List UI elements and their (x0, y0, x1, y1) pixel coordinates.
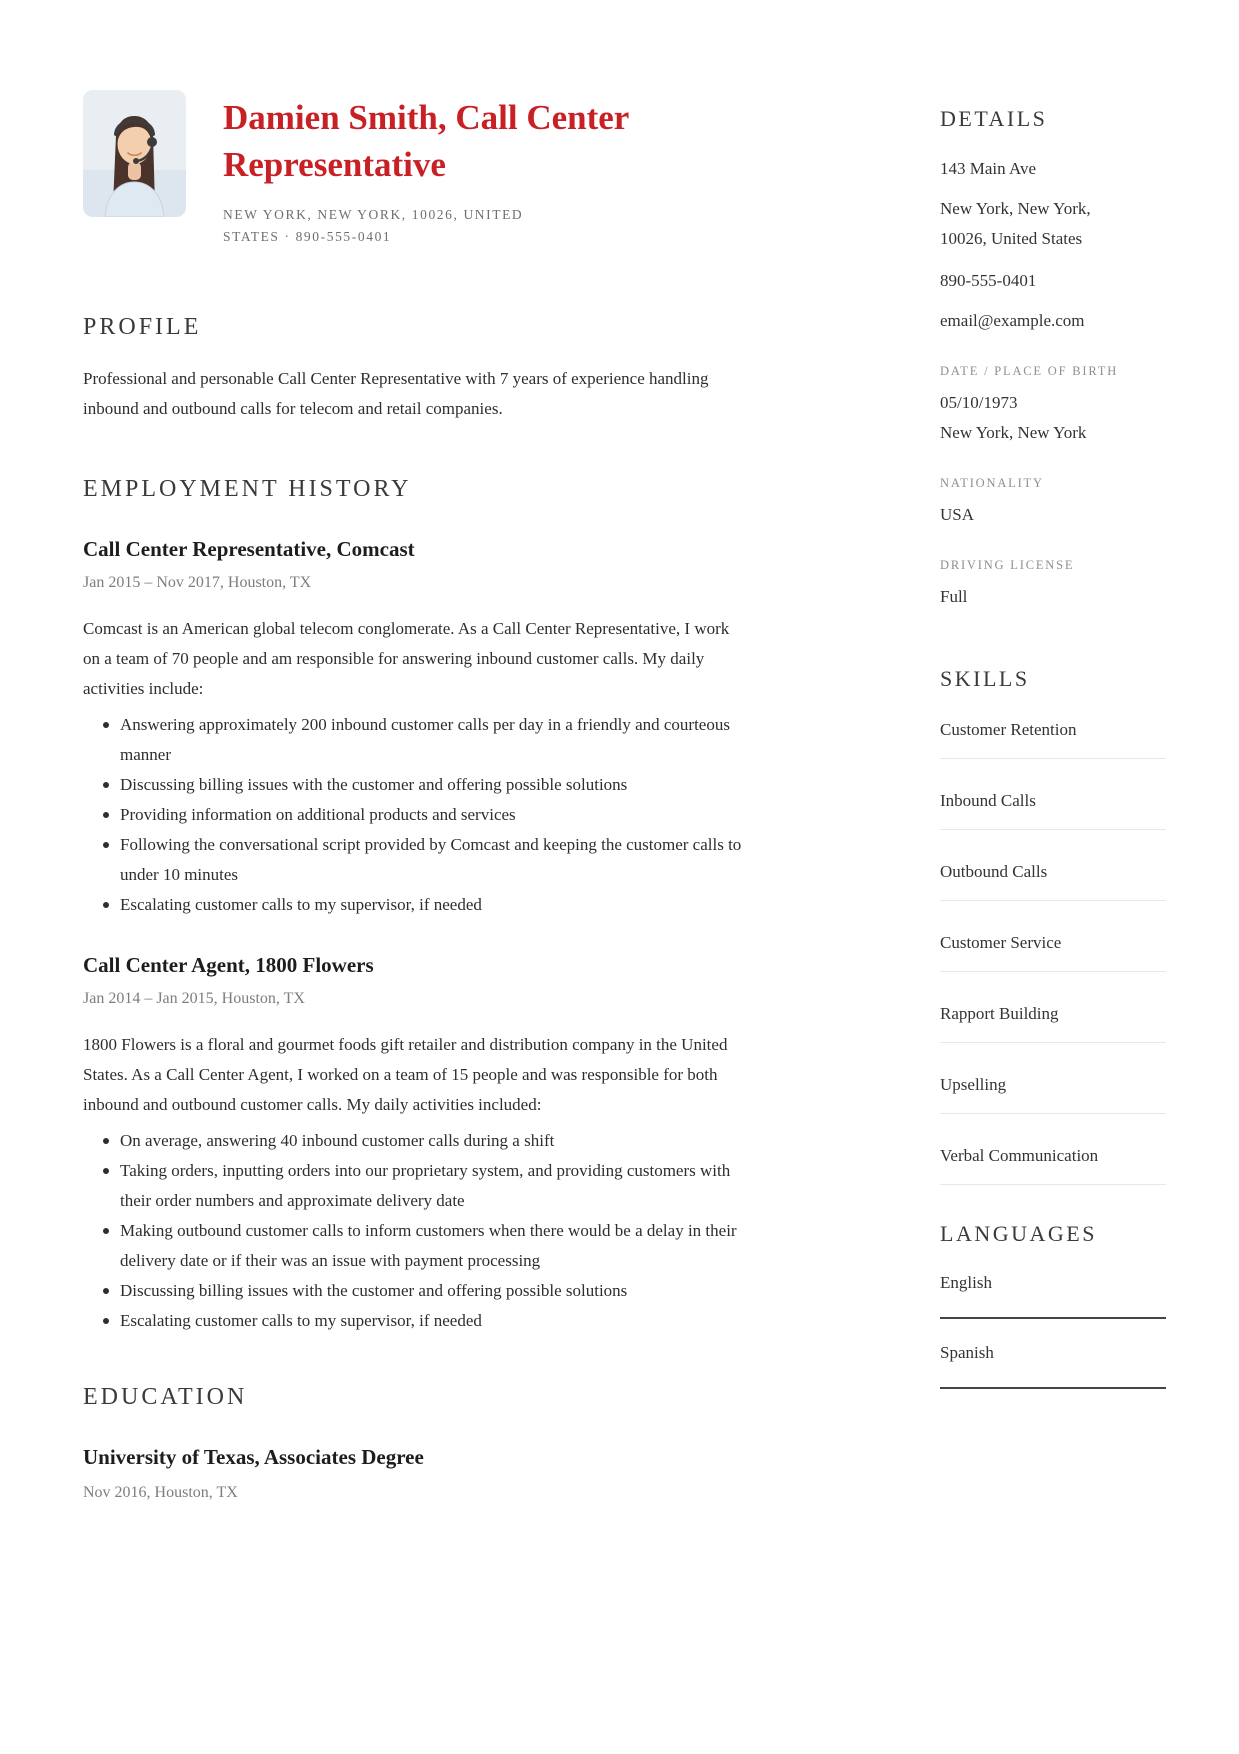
profile-photo (83, 90, 186, 217)
job-bullet: Following the conversational script provided by Comcast and keeping the customer calls to under 10 minutes (83, 830, 745, 890)
job-bullet-list (83, 710, 745, 920)
skill-item: Inbound Calls (940, 789, 1166, 830)
skill-item: Customer Service (940, 931, 1166, 972)
job-dates-location: Jan 2015 – Nov 2017, Houston, TX (83, 574, 312, 591)
details-heading: DETAILS (940, 106, 1048, 131)
job-entry (83, 534, 745, 920)
skills-heading: SKILLS (940, 666, 1030, 691)
job-description: 1800 Flowers is a floral and gourmet foods gift retailer and distribution company in the United States. As a Call Center Agent, I worked on a team of 15 people and was responsible for both inbound and outbound customer calls. My daily activities included: (83, 1035, 728, 1114)
job-entry (83, 950, 745, 1336)
skill-list (940, 718, 1166, 1185)
job-bullet: Taking orders, inputting orders into our proprietary system, and providing customers with their order numbers and approximate delivery date (83, 1156, 745, 1216)
language-list (940, 1271, 1166, 1389)
contact-line: NEW YORK, NEW YORK, 10026, UNITED STATES · 890-555-0401 (223, 207, 524, 244)
job-bullet: Answering approximately 200 inbound customer calls per day in a friendly and courteous manner (83, 710, 745, 770)
birth-date: 05/10/1973 (940, 393, 1018, 412)
section-languages (940, 1219, 1166, 1389)
email-address: email@example.com (940, 311, 1085, 330)
job-title: Call Center Agent, 1800 Flowers (83, 953, 374, 977)
skill-item: Customer Retention (940, 718, 1166, 759)
nationality-value: USA (940, 505, 975, 524)
header-text (223, 90, 745, 248)
job-bullet: Making outbound customer calls to inform customers when there would be a delay in their delivery date or if their was an issue with payment processing (83, 1216, 745, 1276)
address-line2: New York, New York, 10026, United States (940, 199, 1091, 248)
skill-item: Rapport Building (940, 1002, 1166, 1043)
address-line1: 143 Main Ave (940, 159, 1037, 178)
section-employment-history (83, 474, 745, 1336)
section-skills (940, 664, 1166, 1185)
language-item: Spanish (940, 1341, 1166, 1389)
section-education (83, 1382, 745, 1506)
education-degree: University of Texas, Associates Degree (83, 1445, 424, 1469)
birth-place: New York, New York (940, 423, 1087, 442)
profile-text: Professional and personable Call Center Representative with 7 years of experience handling inbound and outbound calls for telecom and retail companies. (83, 369, 709, 418)
job-bullet: Providing information on additional products and services (83, 800, 745, 830)
language-item: English (940, 1271, 1166, 1319)
job-bullet: On average, answering 40 inbound customer calls during a shift (83, 1126, 745, 1156)
resume-header (83, 90, 745, 248)
education-heading: EDUCATION (83, 1384, 248, 1410)
profile-photo-illustration (83, 90, 186, 217)
job-bullet: Discussing billing issues with the customer and offering possible solutions (83, 1276, 745, 1306)
employment-heading: EMPLOYMENT HISTORY (83, 476, 412, 502)
phone-number: 890-555-0401 (940, 271, 1037, 290)
job-description: Comcast is an American global telecom conglomerate. As a Call Center Representative, I work on a team of 70 people and am responsible for answering inbound customer calls. My daily activities include: (83, 619, 730, 698)
skill-item: Verbal Communication (940, 1144, 1166, 1185)
job-list (83, 534, 745, 1336)
skill-item: Upselling (940, 1073, 1166, 1114)
job-bullet: Discussing billing issues with the customer and offering possible solutions (83, 770, 745, 800)
job-bullet: Escalating customer calls to my supervisor, if needed (83, 890, 745, 920)
education-dates-location: Nov 2016, Houston, TX (83, 1484, 238, 1501)
skill-item: Outbound Calls (940, 860, 1166, 901)
sidebar (940, 90, 1166, 1506)
main-column (83, 90, 745, 1506)
job-bullet: Escalating customer calls to my supervisor, if needed (83, 1306, 745, 1336)
birth-date-place (940, 388, 1130, 448)
nationality-label: NATIONALITY (940, 476, 1044, 490)
page-title: Damien Smith, Call Center Representative (223, 98, 629, 184)
driving-license-value: Full (940, 587, 968, 606)
job-dates-location: Jan 2014 – Jan 2015, Houston, TX (83, 990, 305, 1007)
section-profile (83, 312, 745, 424)
profile-heading: PROFILE (83, 314, 202, 340)
driving-license-label: DRIVING LICENSE (940, 558, 1075, 572)
birth-label: DATE / PLACE OF BIRTH (940, 364, 1119, 378)
job-title: Call Center Representative, Comcast (83, 537, 415, 561)
section-details (940, 104, 1166, 612)
job-bullet-list (83, 1126, 745, 1336)
languages-heading: LANGUAGES (940, 1221, 1097, 1246)
